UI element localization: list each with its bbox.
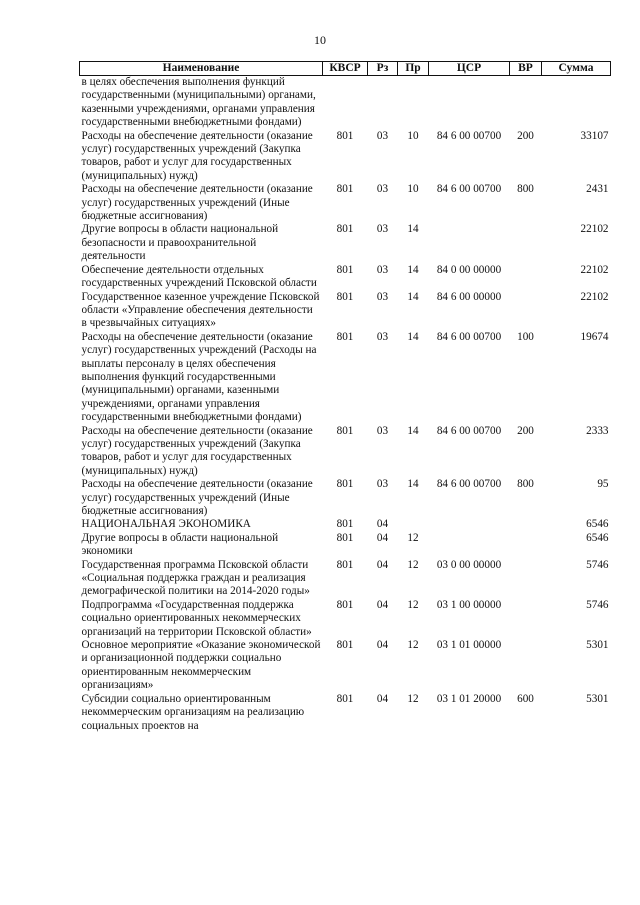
table-row xyxy=(80,518,611,531)
header-sum: Сумма xyxy=(542,62,611,76)
cell-sum: 5301 xyxy=(586,639,609,652)
cell-rz: 03 xyxy=(376,263,389,276)
cell-csr: 03 1 01 00000 xyxy=(436,639,502,652)
cell-sum: 5746 xyxy=(586,598,609,611)
cell-name: Обеспечение деятельности отдельных государственных учреждений Псковской области xyxy=(81,263,317,290)
header-name: Наименование xyxy=(80,62,323,76)
cell-vr: 800 xyxy=(517,478,534,491)
cell-csr: 84 6 00 00700 xyxy=(436,424,502,437)
table-row xyxy=(80,532,611,559)
cell-rz: 03 xyxy=(376,223,389,236)
cell-pr: 14 xyxy=(407,223,419,236)
cell-kvsr: 801 xyxy=(336,478,354,491)
cell-vr: 100 xyxy=(517,330,534,343)
cell-csr xyxy=(429,223,510,263)
header-kvsr: КВСР xyxy=(323,62,368,76)
cell-vr: 600 xyxy=(517,692,534,705)
cell-rz: 04 xyxy=(376,558,389,571)
cell-rz: 03 xyxy=(376,129,389,142)
cell-csr xyxy=(429,518,510,531)
cell-vr xyxy=(510,223,542,263)
cell-vr xyxy=(510,518,542,531)
cell-vr xyxy=(510,264,542,291)
cell-sum: 6546 xyxy=(586,531,609,544)
cell-csr: 84 0 00 00000 xyxy=(436,263,502,276)
cell-name: Подпрограмма «Государственная поддержка социально ориентированных некоммерческих организаций на территории Псковской области» xyxy=(81,598,312,638)
cell-name: Расходы на обеспечение деятельности (оказание услуг) государственных учреждений (Иные бюджетные ассигнования) xyxy=(81,478,313,517)
cell-kvsr: 801 xyxy=(336,639,354,652)
cell-sum: 2333 xyxy=(586,424,609,437)
cell-name: Субсидии социально ориентированным некоммерческим организациям на реализацию социальных проектов на xyxy=(81,692,305,732)
cell-kvsr: 801 xyxy=(336,598,354,611)
cell-vr: 800 xyxy=(517,183,534,196)
table-row xyxy=(80,599,611,639)
cell-sum: 22102 xyxy=(580,290,609,303)
header-pr: Пр xyxy=(398,62,429,76)
cell-rz xyxy=(368,76,398,130)
cell-csr: 03 0 00 00000 xyxy=(436,558,502,571)
table-row xyxy=(80,425,611,479)
cell-kvsr: 801 xyxy=(336,223,354,236)
cell-pr: 10 xyxy=(407,129,419,142)
cell-csr: 84 6 00 00700 xyxy=(436,330,502,343)
cell-kvsr: 801 xyxy=(336,129,354,142)
cell-sum xyxy=(542,76,611,130)
cell-name: в целях обеспечения выполнения функций государственными (муниципальными) органами, казенными учреждениями, органами управления государственными внебюджетными фондами) xyxy=(81,76,316,129)
cell-sum: 33107 xyxy=(580,129,609,142)
table-row xyxy=(80,130,611,184)
cell-csr: 03 1 01 20000 xyxy=(436,692,502,705)
cell-sum: 22102 xyxy=(580,223,609,236)
cell-sum: 22102 xyxy=(580,263,609,276)
cell-kvsr: 801 xyxy=(336,518,354,531)
cell-vr xyxy=(510,639,542,693)
cell-pr xyxy=(398,518,429,531)
cell-name: Государственное казенное учреждение Псковской области «Управление обеспечения деятельности в чрезвычайных ситуациях» xyxy=(81,290,320,330)
cell-rz: 03 xyxy=(376,183,389,196)
cell-rz: 03 xyxy=(376,424,389,437)
cell-pr xyxy=(398,76,429,130)
budget-table xyxy=(79,61,611,733)
cell-name: НАЦИОНАЛЬНАЯ ЭКОНОМИКА xyxy=(81,518,251,531)
cell-sum: 2431 xyxy=(586,183,609,196)
cell-kvsr: 801 xyxy=(336,531,354,544)
table-row xyxy=(80,264,611,291)
cell-pr: 14 xyxy=(407,478,419,491)
cell-rz: 04 xyxy=(376,531,389,544)
cell-csr: 84 6 00 00700 xyxy=(436,183,502,196)
cell-vr: 200 xyxy=(517,129,534,142)
cell-pr: 12 xyxy=(407,692,419,705)
cell-vr xyxy=(510,599,542,639)
cell-name: Расходы на обеспечение деятельности (оказание услуг) государственных учреждений (Иные бюджетные ассигнования) xyxy=(81,183,313,223)
cell-csr xyxy=(429,532,510,559)
cell-rz: 03 xyxy=(376,330,389,343)
cell-csr: 84 6 00 00000 xyxy=(436,290,502,303)
cell-pr: 10 xyxy=(407,183,419,196)
cell-kvsr: 801 xyxy=(336,424,354,437)
cell-pr: 14 xyxy=(407,290,419,303)
cell-vr: 200 xyxy=(517,424,534,437)
table-row xyxy=(80,223,611,263)
cell-kvsr: 801 xyxy=(336,692,354,705)
cell-rz: 03 xyxy=(376,290,389,303)
cell-name: Расходы на обеспечение деятельности (оказание услуг) государственных учреждений (Расходы на выплаты персоналу в целях обеспечения выполнения функций государственными (муниципальными) органами, казенными учреждениями, органами управления государственными внебюджетными фондами) xyxy=(81,330,317,424)
cell-csr xyxy=(429,76,510,130)
cell-rz: 04 xyxy=(376,518,389,531)
cell-sum: 19674 xyxy=(580,330,609,343)
cell-name: Государственная программа Псковской области «Социальная поддержка граждан и реализация демографической политики на 2014-2020 годы» xyxy=(81,558,310,598)
cell-name: Расходы на обеспечение деятельности (оказание услуг) государственных учреждений (Закупка товаров, работ и услуг для государственных (муниципальных) нужд) xyxy=(81,129,313,182)
cell-pr: 12 xyxy=(407,598,419,611)
table-row xyxy=(80,693,611,733)
cell-vr xyxy=(510,76,542,130)
cell-kvsr: 801 xyxy=(336,263,354,276)
cell-name: Расходы на обеспечение деятельности (оказание услуг) государственных учреждений (Закупка товаров, работ и услуг для государственных (муниципальных) нужд) xyxy=(81,424,313,477)
cell-vr xyxy=(510,532,542,559)
table-row xyxy=(80,76,611,130)
cell-vr xyxy=(510,291,542,331)
cell-csr: 03 1 00 00000 xyxy=(436,598,502,611)
cell-kvsr: 801 xyxy=(336,183,354,196)
cell-pr: 14 xyxy=(407,424,419,437)
table-row xyxy=(80,559,611,599)
table-row xyxy=(80,639,611,693)
header-csr: ЦСР xyxy=(429,62,510,76)
table-row xyxy=(80,478,611,518)
cell-kvsr xyxy=(323,76,368,130)
cell-pr: 12 xyxy=(407,531,419,544)
cell-pr: 12 xyxy=(407,558,419,571)
cell-kvsr: 801 xyxy=(336,330,354,343)
cell-sum: 5301 xyxy=(586,692,609,705)
cell-rz: 04 xyxy=(376,692,389,705)
table-row xyxy=(80,331,611,425)
header-vr: ВР xyxy=(510,62,542,76)
table-row xyxy=(80,291,611,331)
cell-pr: 14 xyxy=(407,330,419,343)
table-row xyxy=(80,183,611,223)
cell-name: Основное мероприятие «Оказание экономической и организационной поддержки социально ориентированным некоммерческим организациям» xyxy=(81,639,321,692)
cell-csr: 84 6 00 00700 xyxy=(436,478,502,491)
cell-kvsr: 801 xyxy=(336,558,354,571)
cell-kvsr: 801 xyxy=(336,290,354,303)
cell-csr: 84 6 00 00700 xyxy=(436,129,502,142)
header-rz: Рз xyxy=(368,62,398,76)
table-header-row xyxy=(80,62,611,76)
cell-sum: 95 xyxy=(597,478,609,491)
cell-pr: 14 xyxy=(407,263,419,276)
cell-rz: 04 xyxy=(376,639,389,652)
cell-sum: 5746 xyxy=(586,558,609,571)
page-number: 10 xyxy=(314,33,326,47)
cell-pr: 12 xyxy=(407,639,419,652)
cell-vr xyxy=(510,559,542,599)
cell-sum: 6546 xyxy=(586,518,609,531)
cell-rz: 03 xyxy=(376,478,389,491)
cell-name: Другие вопросы в области национальной экономики xyxy=(81,531,279,558)
cell-name: Другие вопросы в области национальной безопасности и правоохранительной деятельности xyxy=(81,223,279,263)
cell-rz: 04 xyxy=(376,598,389,611)
